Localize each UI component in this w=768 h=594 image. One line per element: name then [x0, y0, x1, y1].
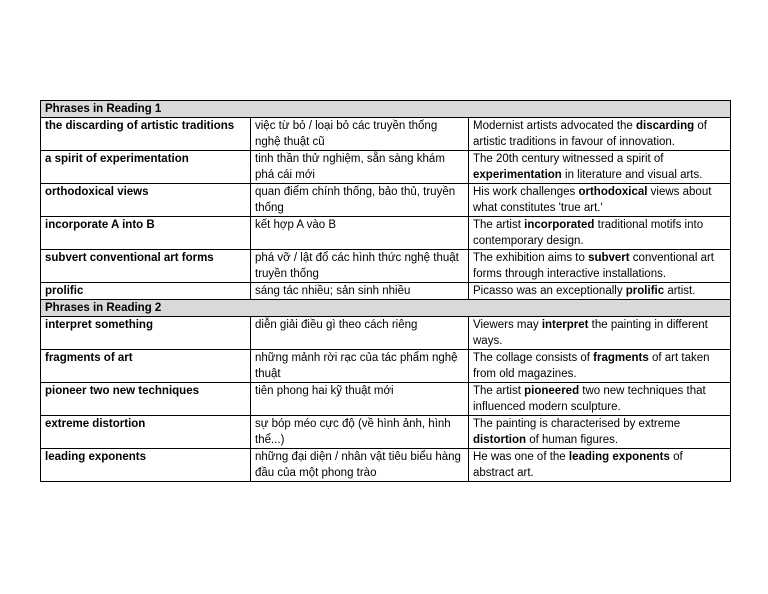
- example-cell: [469, 217, 731, 250]
- meaning-cell: sáng tác nhiều; sản sinh nhiều: [251, 283, 469, 300]
- example-keyword: distortion: [473, 434, 527, 446]
- example-text: The painting is characterised by extreme: [473, 418, 681, 430]
- example-cell: [469, 184, 731, 217]
- example-text: in literature and visual arts.: [561, 169, 703, 181]
- meaning-cell: kết hợp A vào B: [251, 217, 469, 250]
- table-row: [41, 416, 731, 449]
- example-text: conventional art forms through interactive installations.: [473, 252, 714, 280]
- example-cell: [469, 118, 731, 151]
- example-text: Modernist artists advocated the: [473, 120, 636, 132]
- example-text: The collage consists of: [473, 352, 594, 364]
- table-row: [41, 184, 731, 217]
- meaning-cell: tiên phong hai kỹ thuật mới: [251, 383, 469, 416]
- example-text: of abstract art.: [473, 451, 683, 479]
- example-text: His work challenges: [473, 186, 579, 198]
- example-text: of artistic traditions in favour of innovation.: [473, 120, 707, 148]
- example-text: of human figures.: [526, 434, 619, 446]
- phrase-cell: subvert conventional art forms: [41, 250, 251, 283]
- meaning-cell: quan điểm chính thống, bảo thủ, truyền thống: [251, 184, 469, 217]
- section-title: Phrases in Reading 1: [41, 101, 731, 118]
- phrase-cell: pioneer two new techniques: [41, 383, 251, 416]
- vocabulary-table: [40, 100, 731, 482]
- meaning-cell: tinh thần thử nghiệm, sẵn sàng khám phá cái mới: [251, 151, 469, 184]
- example-cell: [469, 350, 731, 383]
- phrase-cell: extreme distortion: [41, 416, 251, 449]
- phrase-cell: fragments of art: [41, 350, 251, 383]
- phrase-cell: orthodoxical views: [41, 184, 251, 217]
- section-header-row: [41, 101, 731, 118]
- example-keyword: fragments: [593, 352, 649, 364]
- table-row: [41, 449, 731, 482]
- meaning-cell: những mảnh rời rạc của tác phẩm nghệ thuật: [251, 350, 469, 383]
- table-row: [41, 151, 731, 184]
- example-text: traditional motifs into contemporary design.: [473, 219, 704, 247]
- table-row: [41, 350, 731, 383]
- table-row: [41, 250, 731, 283]
- meaning-cell: những đại diện / nhân vật tiêu biểu hàng đầu của một phong trào: [251, 449, 469, 482]
- example-keyword: experimentation: [473, 169, 562, 181]
- example-cell: [469, 317, 731, 350]
- meaning-cell: việc từ bỏ / loại bỏ các truyền thống nghệ thuật cũ: [251, 118, 469, 151]
- section-header-row: [41, 300, 731, 317]
- example-text: He was one of the: [473, 451, 569, 463]
- table-row: [41, 283, 731, 300]
- example-text: Viewers may: [473, 319, 542, 331]
- example-text: The artist: [473, 385, 525, 397]
- example-keyword: interpret: [541, 319, 589, 331]
- table-row: [41, 317, 731, 350]
- example-keyword: discarding: [636, 120, 695, 132]
- example-text: artist.: [664, 285, 696, 297]
- example-cell: [469, 250, 731, 283]
- phrase-cell: the discarding of artistic traditions: [41, 118, 251, 151]
- example-keyword: incorporated: [524, 219, 595, 231]
- example-keyword: subvert: [588, 252, 630, 264]
- phrase-cell: interpret something: [41, 317, 251, 350]
- phrase-cell: prolific: [41, 283, 251, 300]
- example-cell: [469, 416, 731, 449]
- example-text: Picasso was an exceptionally: [473, 285, 626, 297]
- example-cell: [469, 383, 731, 416]
- table-row: [41, 118, 731, 151]
- table-row: [41, 383, 731, 416]
- phrase-cell: incorporate A into B: [41, 217, 251, 250]
- example-keyword: pioneered: [524, 385, 580, 397]
- example-keyword: leading exponents: [568, 451, 670, 463]
- example-cell: [469, 283, 731, 300]
- example-text: two new techniques that influenced modern sculpture.: [473, 385, 706, 413]
- meaning-cell: diễn giải điều gì theo cách riêng: [251, 317, 469, 350]
- example-text: views about what constitutes 'true art.': [473, 186, 712, 214]
- meaning-cell: phá vỡ / lật đổ các hình thức nghệ thuật truyền thống: [251, 250, 469, 283]
- example-cell: [469, 449, 731, 482]
- example-text: The exhibition aims to: [473, 252, 589, 264]
- example-text: The 20th century witnessed a spirit of: [473, 153, 664, 165]
- example-keyword: prolific: [625, 285, 665, 297]
- example-text: the painting in different ways.: [473, 319, 708, 347]
- example-cell: [469, 151, 731, 184]
- meaning-cell: sự bóp méo cực độ (về hình ảnh, hình thể...): [251, 416, 469, 449]
- phrase-cell: a spirit of experimentation: [41, 151, 251, 184]
- example-text: of art taken from old magazines.: [473, 352, 710, 380]
- vocabulary-table-body: [41, 101, 731, 482]
- example-keyword: orthodoxical: [578, 186, 648, 198]
- table-row: [41, 217, 731, 250]
- example-text: The artist: [473, 219, 525, 231]
- section-title: Phrases in Reading 2: [41, 300, 731, 317]
- phrase-cell: leading exponents: [41, 449, 251, 482]
